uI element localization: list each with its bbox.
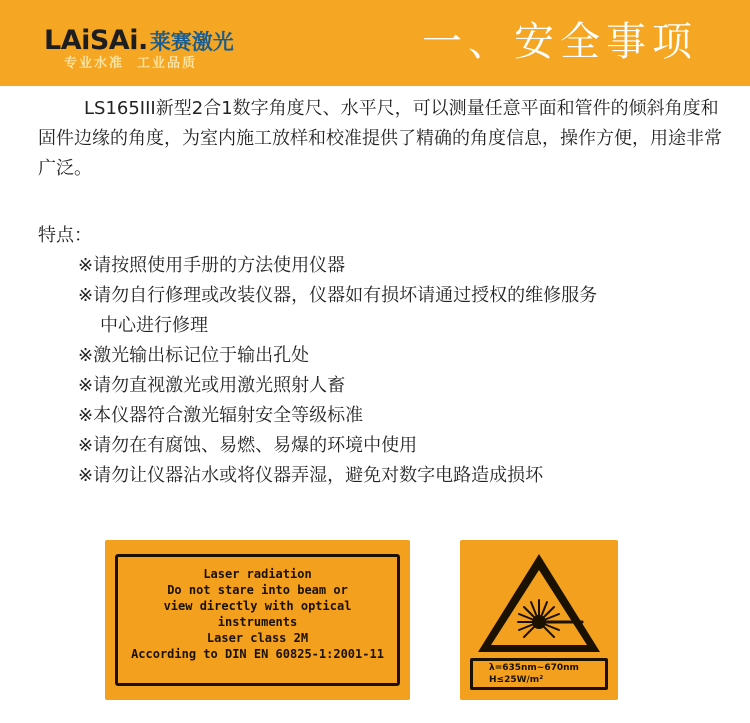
page-title: 一、安全事项 bbox=[422, 19, 698, 65]
logo-chinese: 莱赛激光 bbox=[149, 30, 234, 54]
feature-text: ※请按照使用手册的方法使用仪器 bbox=[78, 255, 346, 276]
brand-slogan: 专业水准 工业品质 bbox=[64, 56, 198, 71]
laser-hazard-icon bbox=[470, 548, 608, 658]
feature-text: ※请勿自行修理或改装仪器，仪器如有损坏请通过授权的维修服务 bbox=[78, 285, 598, 306]
feature-item bbox=[78, 371, 718, 401]
hazard-spec-box bbox=[470, 658, 608, 690]
warning-line: Laser class 2M bbox=[206, 631, 309, 645]
feature-text: ※请勿让仪器沾水或将仪器弄湿，避免对数字电路造成损坏 bbox=[78, 465, 544, 486]
warning-line: Laser radiation bbox=[203, 567, 312, 581]
feature-item bbox=[78, 461, 718, 491]
wavelength-spec: λ=635nm~670nm bbox=[489, 663, 579, 673]
feature-item bbox=[78, 251, 718, 281]
laser-warning-label bbox=[105, 540, 410, 700]
warning-label-frame bbox=[115, 554, 400, 686]
feature-item bbox=[78, 401, 718, 431]
warning-line: According to DIN EN 60825-1:2001-11 bbox=[131, 647, 384, 661]
feature-text: ※请勿在有腐蚀、易燃、易爆的环境中使用 bbox=[78, 435, 418, 456]
features-heading: 特点： bbox=[38, 225, 92, 246]
warning-line: Do not stare into beam or bbox=[167, 583, 348, 597]
warning-line: view directly with optical bbox=[163, 599, 352, 613]
feature-text-continuation: 中心进行修理 bbox=[100, 315, 208, 336]
feature-item bbox=[78, 431, 718, 461]
feature-item bbox=[78, 281, 718, 341]
warning-line: instruments bbox=[217, 615, 298, 629]
intro-paragraph: LS165III新型2合1数字角度尺、水平尺，可以测量任意平面和管件的倾斜角度和固件边缘的角度，为室内施工放样和校准提供了精确的角度信息，操作方便，用途非常广泛。 bbox=[38, 98, 722, 179]
feature-text: ※请勿直视激光或用激光照射人畜 bbox=[78, 375, 346, 396]
brand-logo bbox=[44, 22, 234, 56]
warning-text-block bbox=[118, 566, 397, 662]
feature-list bbox=[78, 251, 718, 491]
laser-hazard-label bbox=[460, 540, 618, 700]
feature-text: ※本仪器符合激光辐射安全等级标准 bbox=[78, 405, 364, 426]
feature-text: ※激光输出标记位于输出孔处 bbox=[78, 345, 310, 366]
logo-english: LAiSAi. bbox=[44, 25, 148, 56]
feature-item bbox=[78, 341, 718, 371]
power-spec: H≤25W/m² bbox=[489, 675, 544, 685]
header-banner bbox=[0, 0, 750, 86]
